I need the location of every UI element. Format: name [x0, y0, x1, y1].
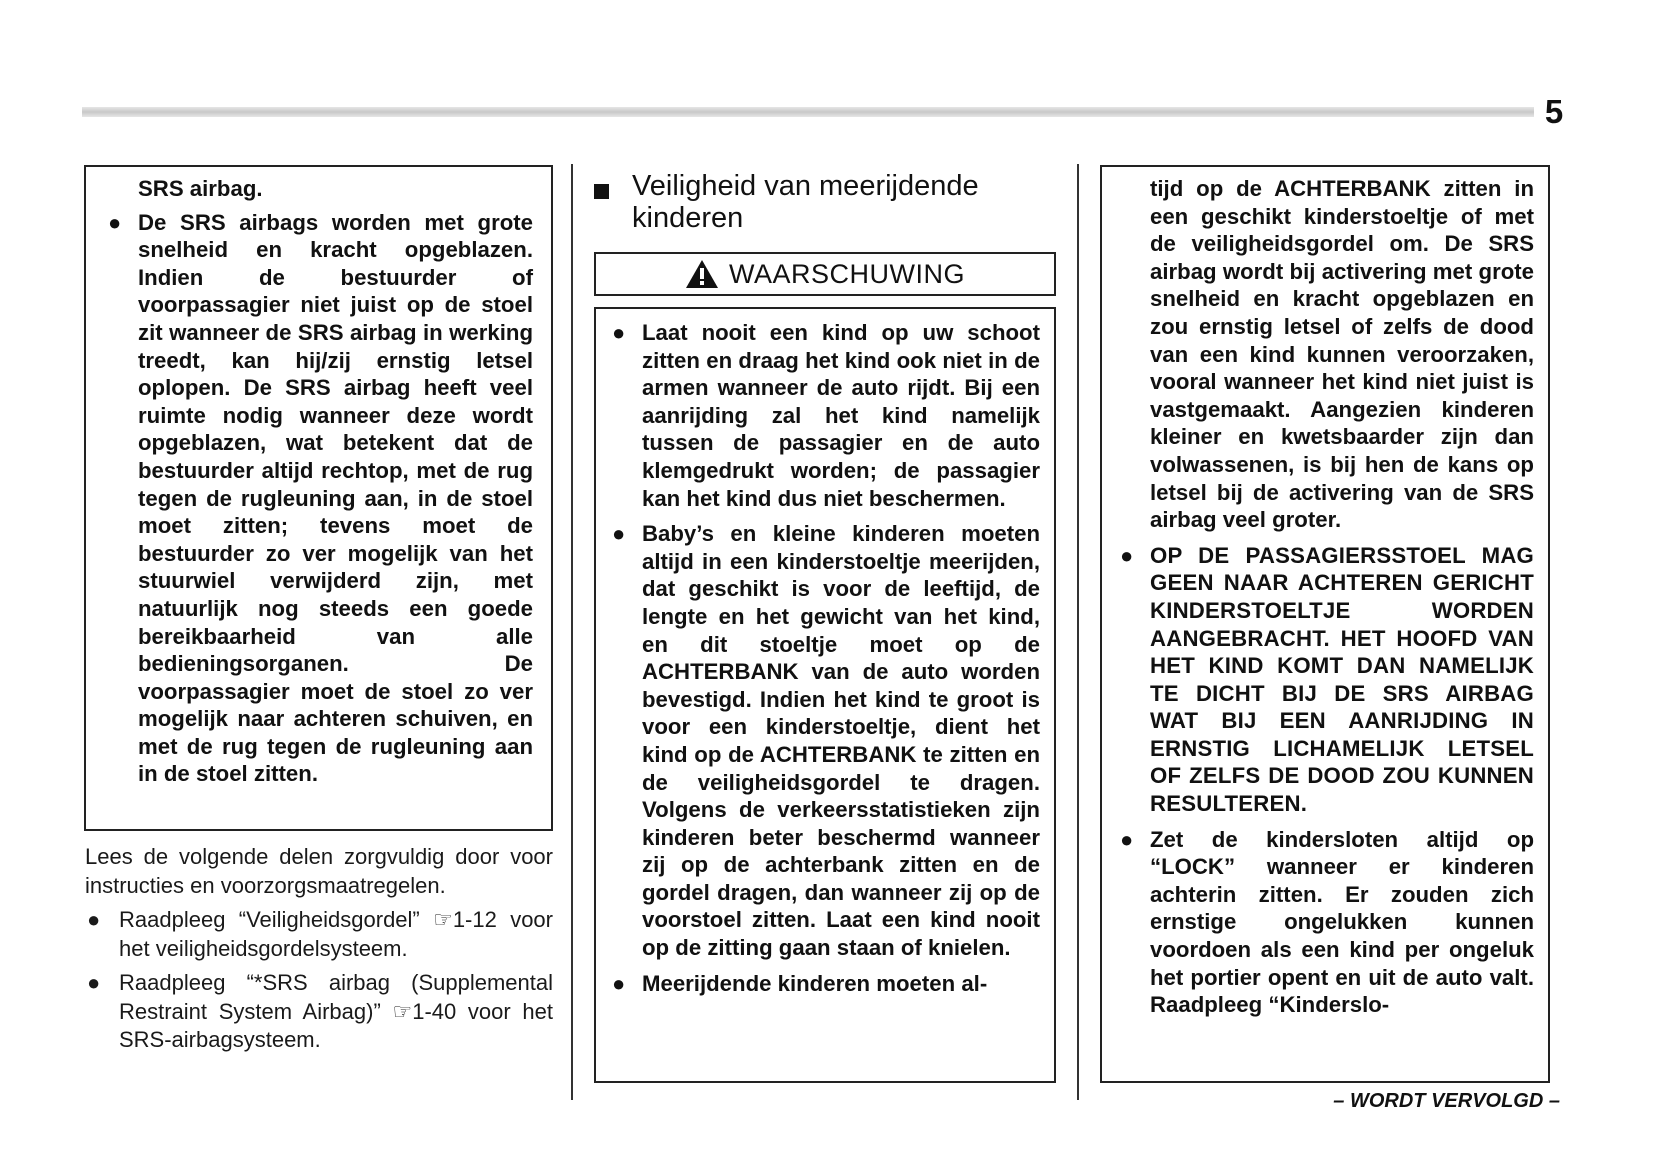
warning-item — [612, 520, 1040, 962]
warning-box-text — [612, 319, 1040, 997]
instruction-item — [85, 969, 553, 1055]
column-divider-right — [1077, 164, 1079, 1100]
warning-banner — [594, 252, 1056, 296]
bullet-icon: ● — [612, 970, 626, 996]
right-warning-box — [1100, 165, 1550, 1083]
instruction-item — [85, 906, 553, 963]
right-warning-text — [1120, 175, 1534, 1019]
right-warning-item — [1120, 826, 1534, 1019]
bullet-icon: ● — [87, 907, 101, 932]
left-warning-item-text: De SRS airbags worden met grote snelheid en kracht opgeblazen. Indien de bestuurder of voorpassagier niet juist op de stoel zit wanneer de SRS airbag in werking treedt, kan hij/zij ernstig letsel oplopen. De SRS airbag heeft veel ruimte nodig wanneer deze wordt opgeblazen, wat betekent dat de bestuurder altijd rechtop, met de rug tegen de rugleuning aan, in de stoel moet zitten; tevens moet de bestuurder zo ver mogelijk van het stuurwiel verwijderd zijn, met natuurlijk nog steeds een goede bereikbaarheid van alle bedieningsorganen. De voorpassagier moet de stoel zo ver mogelijk naar achteren schuiven, en met de rug tegen de rugleuning aan in de stoel zitten. — [138, 209, 533, 787]
warning-item-text: Meerijdende kinderen moeten al- — [642, 970, 988, 996]
instruction-item-text: Raadpleeg “*SRS airbag (Supplemental Restraint System Airbag)” ☞1-40 voor het SRS-airbagsysteem. — [119, 970, 553, 1052]
warning-item — [612, 970, 1040, 998]
bullet-icon: ● — [612, 521, 626, 547]
warning-item — [612, 319, 1040, 512]
left-warning-lead: SRS airbag. — [138, 176, 263, 201]
header-rule — [82, 107, 1550, 117]
bullet-icon: ● — [1120, 826, 1134, 852]
bullet-icon: ● — [87, 970, 101, 995]
bullet-icon: ● — [1120, 542, 1134, 568]
right-warning-lead: tijd op de ACHTERBANK zitten in een geschikt kinderstoeltje of met de veiligheidsgordel om. De SRS airbag wordt bij activering met grote snelheid en kracht opgeblazen en zou ernstig letsel of zelfs de dood van een kind kunnen veroorzaken, vooral wanneer het kind niet juist is vastgemaakt. Aangezien kinderen kleiner en kwetsbaarder zijn dan volwassenen, is bij hen de kans op letsel bij de activering van de SRS airbag veel groter. — [1150, 176, 1534, 533]
instruction-item-text: Raadpleeg “Veiligheidsgordel” ☞1-12 voor het veiligheidsgordelsysteem. — [119, 907, 553, 961]
page-number: 5 — [1534, 92, 1574, 132]
bullet-icon: ● — [612, 320, 626, 345]
column-divider-left — [571, 164, 573, 1100]
warning-item-text: Laat nooit een kind op uw schoot zitten en draag het kind ook niet in de armen wanneer de auto rijdt. Bij een aanrijding zal het kind namelijk tussen de passagier en de auto klemgedrukt worden; de passagier kan het kind dus niet beschermen. — [642, 320, 1040, 511]
warning-box — [594, 307, 1056, 1083]
left-warning-item — [108, 209, 533, 788]
right-warning-item-text: OP DE PASSAGIERSSTOEL MAG GEEN NAAR ACHTEREN GERICHT KINDERSTOELTJE WORDEN AANGEBRACHT. HET HOOFD VAN HET KIND KOMT DAN NAMELIJK TE DICHT BIJ DE SRS AIRBAG WAT BIJ EEN AANRIJDING IN ERNSTIG LICHAMELIJK LETSEL OF ZELFS DE DOOD ZOU KUNNEN RESULTEREN. — [1150, 542, 1534, 817]
instructions-text — [85, 843, 553, 1055]
warning-label: WAARSCHUWING — [729, 258, 965, 289]
warning-item-text: Baby’s en kleine kinderen moeten altijd in een kinderstoeltje meerijden, dat geschikt is voor de leeftijd, de lengte en het gewicht van het kind, en dit stoeltje moet op de ACHTERBANK van de auto worden bevestigd. Indien het kind te groot is voor een kinderstoeltje, dient het kind op de ACHTERBANK te zitten en de veiligheidsgordel te dragen. Volgens de verkeersstatistieken zijn kinderen beter beschermd wanneer zij op de achterbank zitten en de gordel dragen, dan wanneer zij op de voorstoel zitten. Laat een kind nooit op de zitting gaan staan of knielen. — [642, 521, 1040, 961]
left-warning-text — [108, 175, 533, 788]
right-warning-item — [1120, 542, 1534, 818]
section-title-text: Veiligheid van meerijdende kinderen — [632, 170, 979, 234]
right-warning-item-text: Zet de kindersloten altijd op “LOCK” wanneer er kinderen achterin zitten. Er zouden zich ernstige ongelukken kunnen voordoen als een kind per ongeluk het portier opent en uit de auto valt. Raadpleeg “Kinderslo- — [1150, 826, 1534, 1018]
section-title — [594, 170, 1054, 234]
bullet-icon: ● — [108, 209, 122, 235]
warning-triangle-icon — [685, 259, 719, 289]
instructions-intro: Lees de volgende delen zorgvuldig door voor instructies en voorzorgsmaatregelen. — [85, 844, 553, 898]
section-square-icon — [594, 184, 609, 199]
continued-footer: – WORDT VERVOLGD – — [1333, 1090, 1560, 1112]
left-warning-box — [84, 165, 553, 831]
